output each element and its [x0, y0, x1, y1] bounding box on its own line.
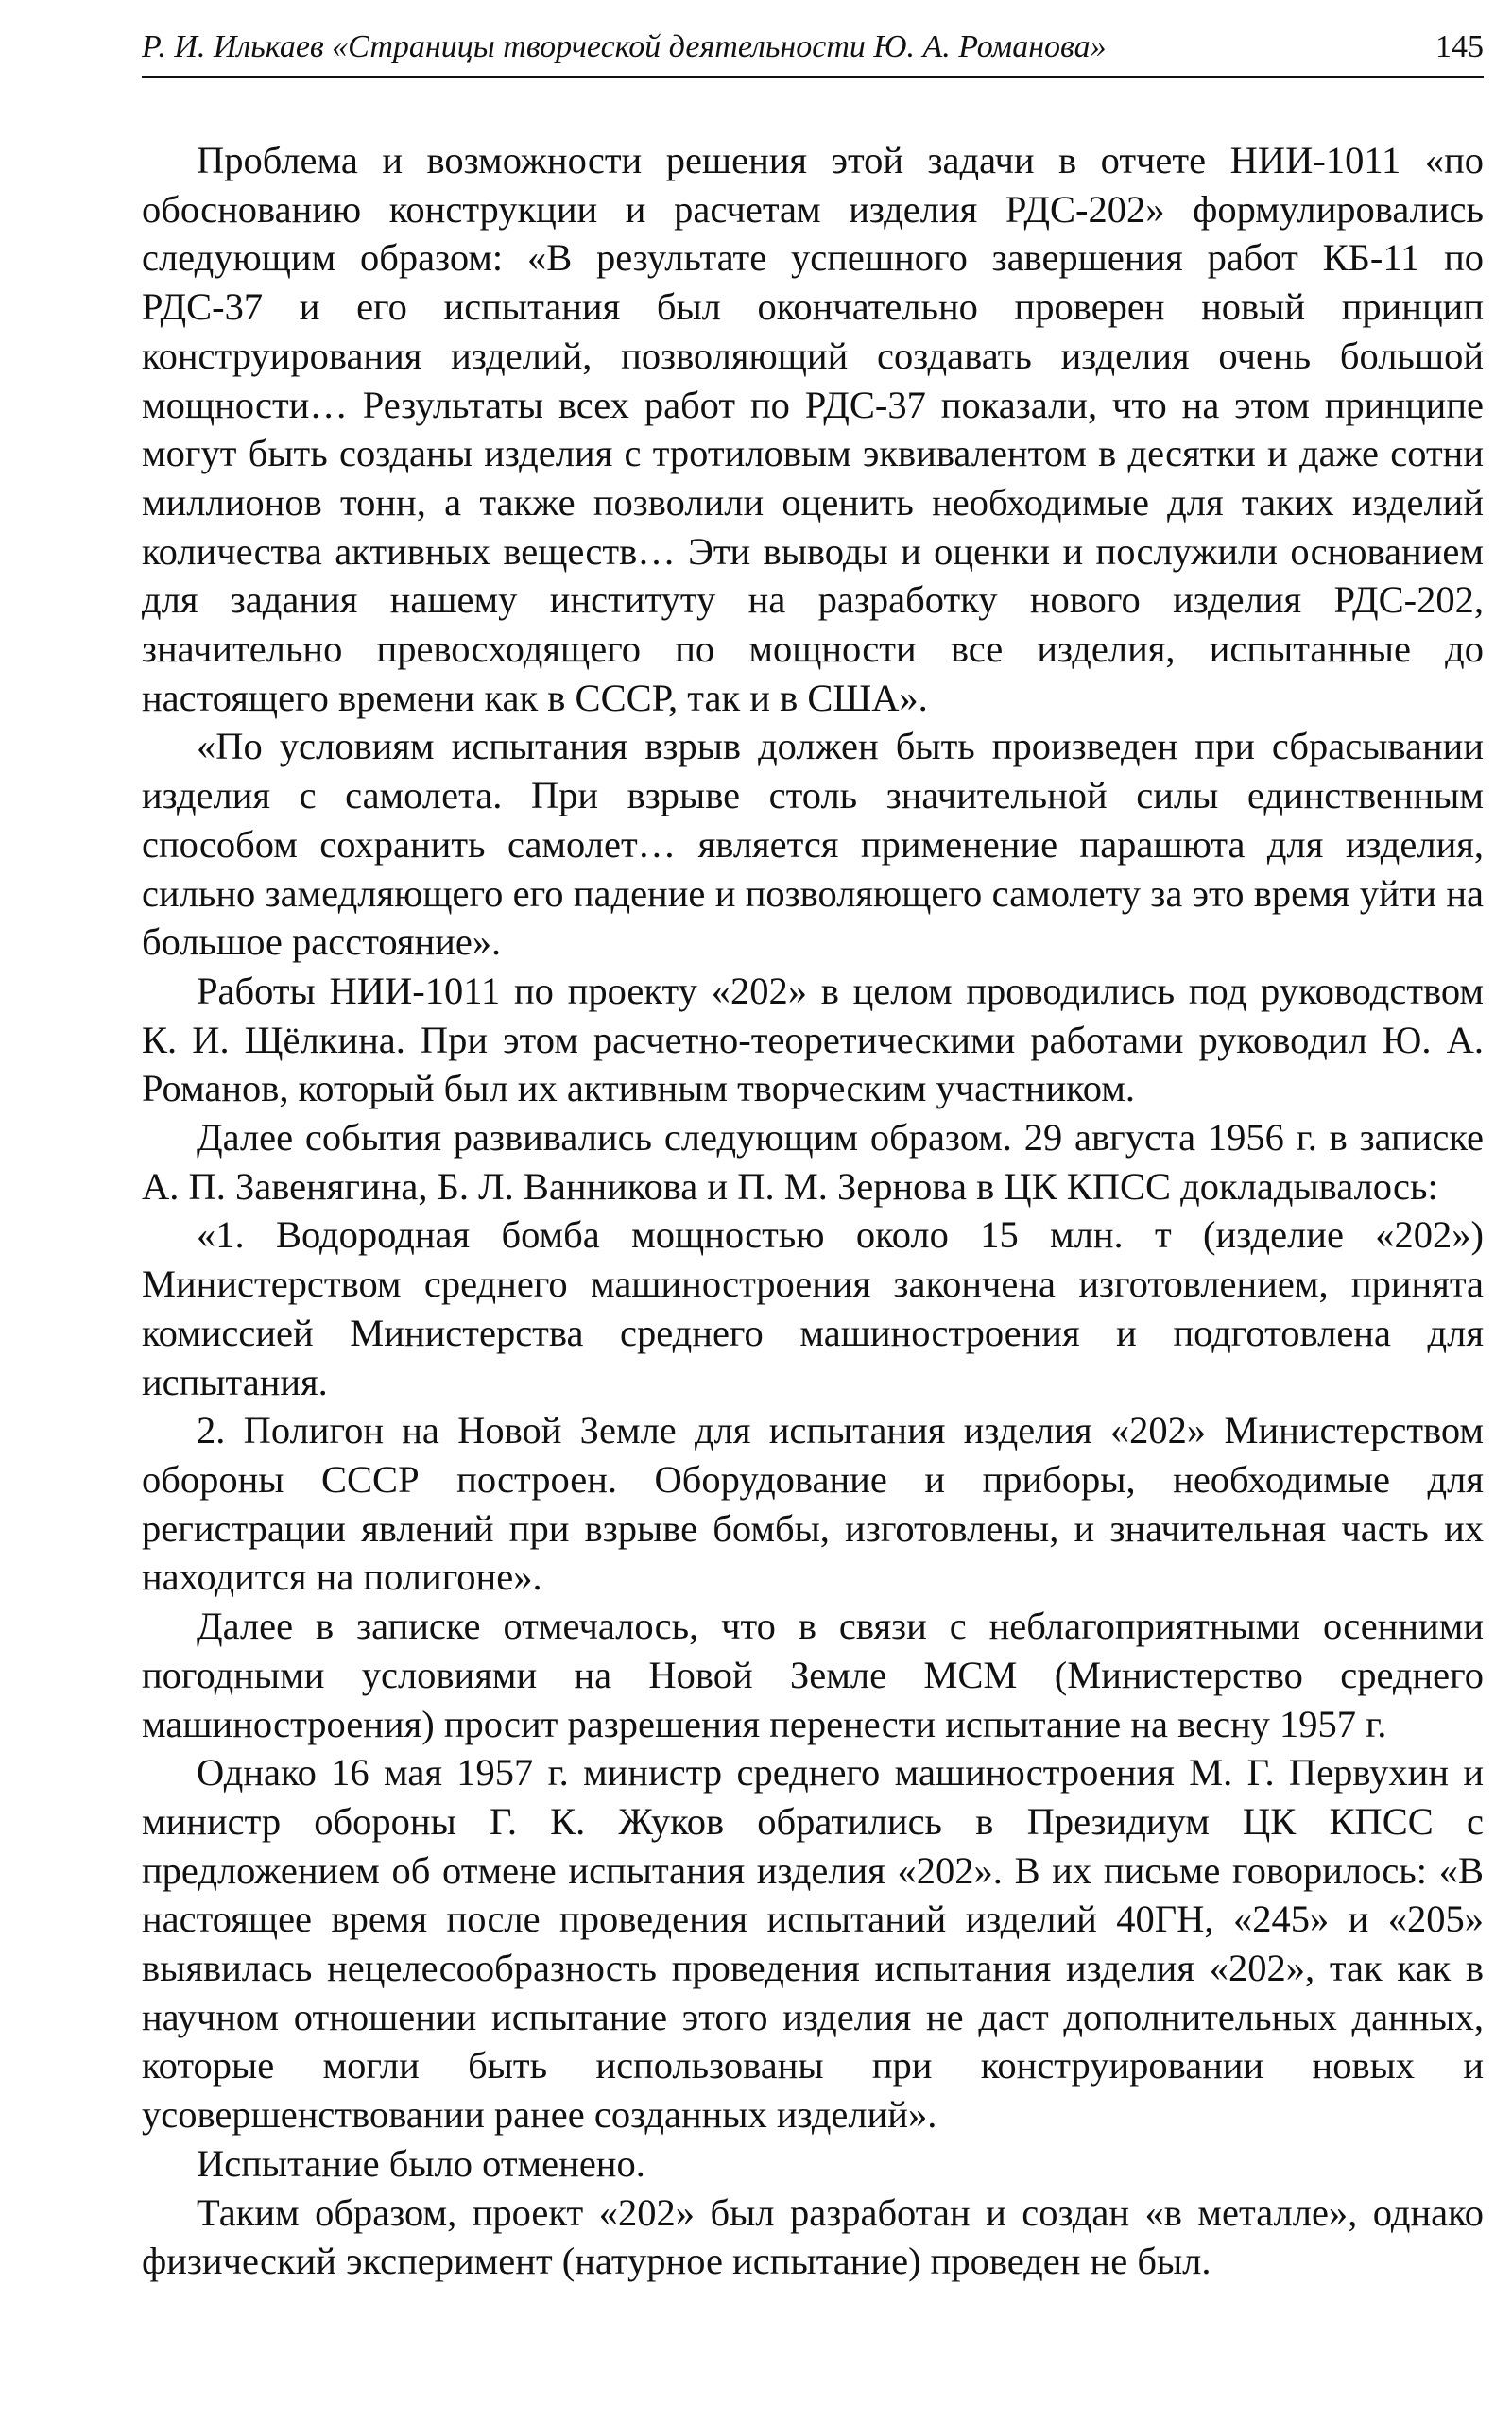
header-rule: [142, 76, 1484, 78]
paragraph: «1. Водородная бомба мощностью около 15 млн. т (изделие «202») Министерством среднего машиностроения закончена изготовлением, принята комиссией Министерства среднего машиностроения и подготовлена для испытания.: [142, 1213, 1484, 1403]
paragraph: 2. Полигон на Новой Земле для испытания изделия «202» Министерством обороны СССР построен. Оборудование и приборы, необходимые для регистрации явлений при взрыве бомбы, изготовлены, и значительная часть их находится на полигоне».: [142, 1409, 1484, 1599]
paragraph: Проблема и возможности решения этой задачи в отчете НИИ-1011 «по обоснованию конструкции и расчетам изделия РДС-202» формулировались следующим образом: «В результате успешного завершения работ КБ-11 по РДС-37 и его испытания был окончательно проверен новый принцип конструирования изделий, позволяющий создавать изделия очень большой мощности… Результаты всех работ по РДС-37 показали, что на этом принципе могут быть созданы изделия с тротиловым эквивалентом в десятки и даже сотни миллионов тонн, а также позволили оценить необходимые для таких изделий количества активных веществ… Эти выводы и оценки и послужили основанием для задания нашему институту на разработку нового изделия РДС-202, значительно превосходящего по мощности все изделия, испытанные до настоящего времени как в СССР, так и в США».: [142, 139, 1484, 719]
paragraph: Испытание было отменено.: [197, 2141, 645, 2185]
paragraph: Далее в записке отмечалось, что в связи с неблагоприятными осенними погодными условиями на Новой Земле МСМ (Министерство среднего машиностроения) просит разрешения перенести испытание на весну 1957 г.: [142, 1605, 1484, 1745]
running-title: Р. И. Илькаев «Страницы творческой деятельности Ю. А. Романова»: [142, 29, 1107, 64]
running-header: [142, 26, 1484, 83]
body-text: [142, 136, 1484, 2286]
paragraph: «По условиям испытания взрыв должен быть произведен при сбрасывании изделия с самолета. При взрыве столь значительной силы единственным способом сохранить самолет… является применение парашюта для изделия, сильно замедляющего его падение и позволяющего самолету за это время уйти на большое расстояние».: [142, 725, 1484, 964]
paragraph: Таким образом, проект «202» был разработан и создан «в металле», однако физический эксперимент (натурное испытание) проведен не был.: [142, 2190, 1484, 2283]
paragraph: Однако 16 мая 1957 г. министр среднего машиностроения М. Г. Первухин и министр обороны Г. К. Жуков обратились в Президиум ЦК КПСС с предложением об отмене испытания изделия «202». В их письме говорилось: «В настоящее время после проведения испытаний изделий 40ГН, «245» и «205» выявилась нецелесообразность проведения испытания изделия «202», так как в научном отношении испытание этого изделия не даст дополнительных данных, которые могли быть использованы при конструировании новых и усовершенствовании ранее созданных изделий».: [142, 1751, 1484, 2137]
page-number: 145: [1435, 29, 1484, 64]
paragraph: Работы НИИ-1011 по проекту «202» в целом проводились под руководством К. И. Щёлкина. При этом расчетно-теоретическими работами руководил Ю. А. Романов, который был их активным творческим участником.: [142, 969, 1484, 1110]
paragraph: Далее события развивались следующим образом. 29 августа 1956 г. в записке А. П. Завенягина, Б. Л. Ванникова и П. М. Зернова в ЦК КПСС докладывалось:: [142, 1116, 1484, 1208]
